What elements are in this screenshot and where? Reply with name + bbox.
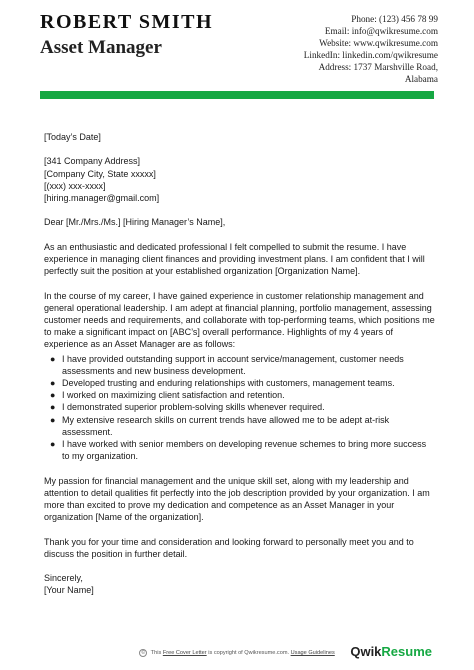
contact-linkedin: LinkedIn: linkedin.com/qwikresume [303, 50, 438, 60]
contact-address-line2: Alabama [404, 74, 438, 84]
letter-signoff [44, 572, 436, 596]
bullet-icon: ● [50, 402, 56, 413]
letter-salutation: Dear [Mr./Mrs./Ms.] [Hiring Manager’s Name], [44, 217, 226, 228]
contact-website: Website: www.qwikresume.com [319, 38, 438, 48]
list-item [50, 401, 436, 413]
letter-signature: [Your Name] [44, 585, 94, 596]
list-item-text: I demonstrated superior problem-solving skills whenever required. [62, 402, 325, 413]
applicant-job-title: Asset Manager [40, 37, 162, 58]
recipient-email: [hiring.manager@gmail.com] [44, 193, 160, 203]
brand-qwik: Qwik [350, 644, 382, 659]
list-item-text: I worked on maximizing client satisfaction and retention. [62, 390, 285, 401]
bullet-icon: ● [50, 378, 56, 388]
bullet-icon: ● [50, 414, 56, 425]
letter-paragraph-4: Thank you for your time and consideration and looking forward to personally meet you and to discuss the position in further detail. [44, 536, 414, 559]
recipient-phone: [(xxx) xxx-xxxx] [44, 180, 106, 191]
highlights-list [44, 353, 436, 463]
list-item [50, 438, 436, 462]
recipient-address-block [44, 155, 436, 204]
free-cover-letter-link[interactable]: Free Cover Letter [162, 650, 207, 656]
list-item-text: My extensive research skills on current trends have allowed me to be adept at-risk assessment. [62, 414, 390, 437]
list-item [50, 414, 436, 438]
footer-middle: is copyright of Qwikresume.com. [208, 650, 290, 656]
accent-divider-bar [40, 91, 434, 99]
contact-block [238, 13, 438, 85]
footer-prefix: This [150, 650, 162, 656]
list-item [50, 353, 436, 377]
contact-email: Email: info@qwikresume.com [324, 26, 438, 36]
applicant-name: ROBERT SMITH [40, 11, 214, 33]
list-item [50, 377, 436, 389]
contact-address-line1: Address: 1737 Marshville Road, [318, 62, 438, 72]
letter-closing: Sincerely, [44, 573, 83, 584]
bullet-icon: ● [50, 390, 56, 401]
list-item-text: Developed trusting and enduring relationships with customers, management teams. [62, 378, 395, 388]
letter-body [44, 131, 436, 609]
contact-phone: Phone: (123) 456 78 99 [351, 14, 438, 24]
list-item [50, 389, 436, 401]
recipient-address: [341 Company Address] [44, 156, 141, 167]
letter-paragraph-1: As an enthusiastic and dedicated professional I felt compelled to submit the resume. I have experience in managing client finances and providing investment plans. I am confident that I will perfectly suit the position at your established organization [Organization Name]. [44, 241, 425, 277]
letter-paragraph-3: My passion for financial management and the unique skill set, along with my leadership and attention to detail qualities fit perfectly into the job description provided by your organization. I am more than excited to prove my dedication and competence as an Asset Manager in your organization [Name of the organization]. [44, 475, 430, 523]
letter-paragraph-2: In the course of my career, I have gained experience in customer relationship management and general operational leadership. I am adept at financial planning, portfolio management, assessing customer needs and requirements, and collaborate with top-performing teams, which positions me to make a significant impact on [ABC’s] overall performance. Highlights of my 4 years of experience as an Asset Manager are as follows: [44, 290, 435, 350]
list-item-text: I have worked with senior members on developing revenue schemes to bring more success to my organization. [62, 439, 427, 462]
page-footer [0, 644, 474, 660]
bullet-icon: ● [50, 439, 56, 450]
info-icon: © [139, 649, 147, 657]
usage-guidelines-link[interactable]: Usage Guidelines [290, 650, 335, 656]
letter-header [40, 11, 438, 84]
brand-resume: Resume [381, 644, 432, 659]
bullet-icon: ● [50, 353, 56, 364]
letter-date: [Today’s Date] [44, 132, 101, 142]
qwikresume-logo[interactable] [350, 644, 432, 659]
list-item-text: I have provided outstanding support in account service/management, customer needs assessments and new business development. [62, 353, 404, 376]
recipient-city-state: [Company City, State xxxxx] [44, 168, 156, 179]
